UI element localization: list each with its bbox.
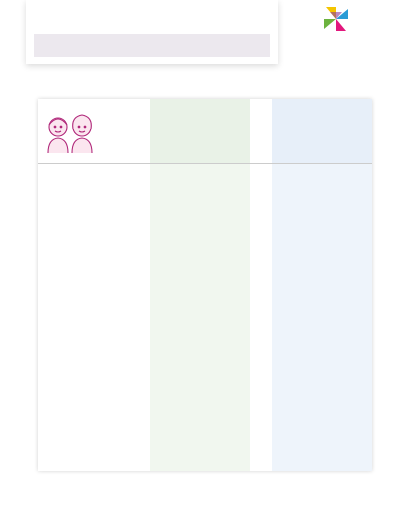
windmill-icon [288,4,384,36]
report2-column-bg [272,163,372,471]
table-header [38,99,372,164]
report1-column-bg [150,163,250,471]
assessment-table [38,99,372,471]
student-name-field[interactable] [34,34,270,57]
header-card [26,0,278,64]
children-illustration-icon [40,109,100,157]
school-logo [288,4,384,66]
report-heading [36,7,48,25]
